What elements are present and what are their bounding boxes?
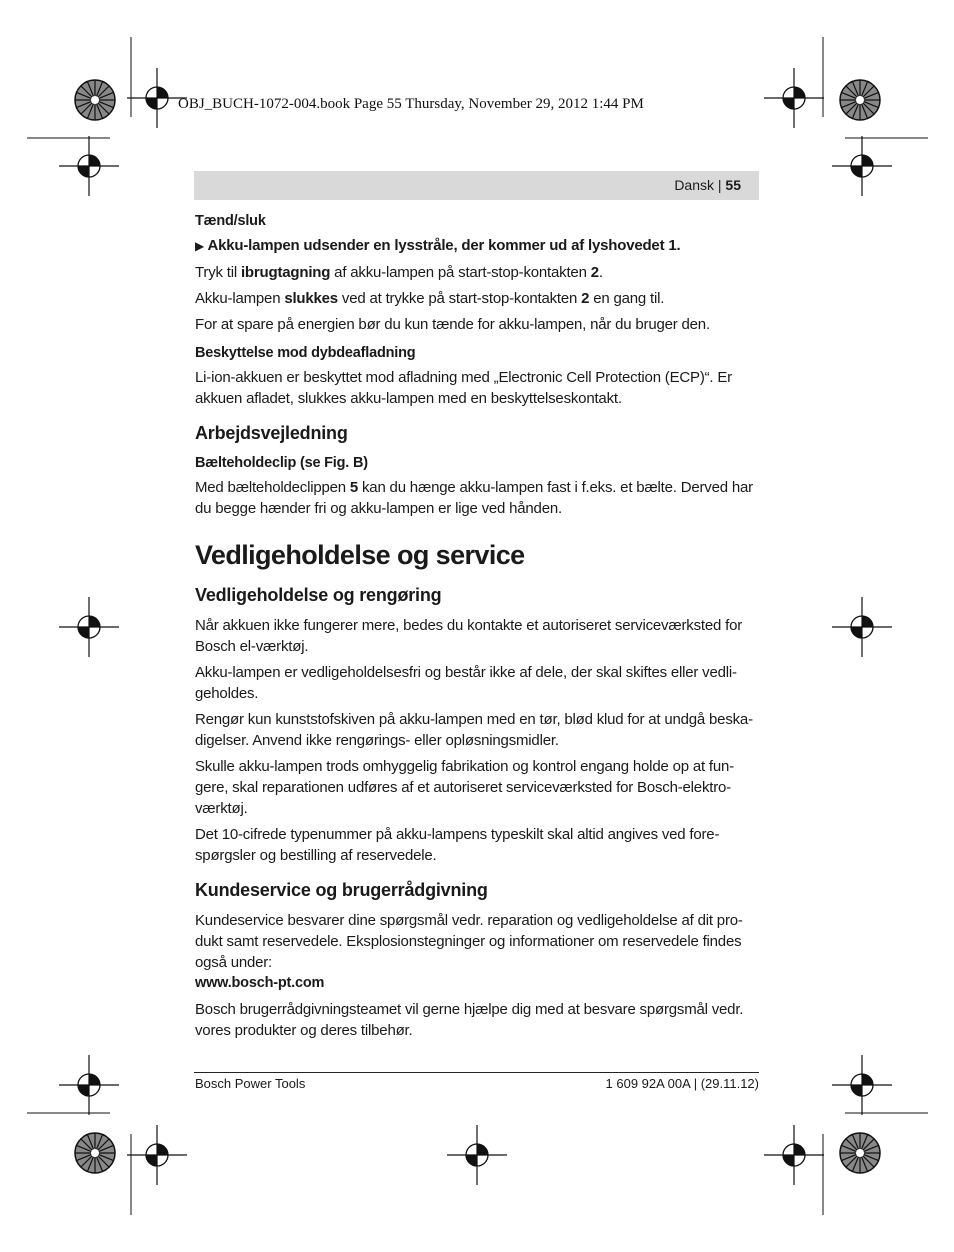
footer-doc-number: 1 609 92A 00A | (29.11.12) <box>605 1076 759 1091</box>
paragraph-ecp: Li-ion-akkuen er beskyttet mod afladning med „Electronic Cell Protection (ECP)“. Er akkuen afladet, slukkes akku-lampen med en beskyttelseskontakt. <box>195 369 732 407</box>
paragraph-baelteholdeclip: Med bælteholdeclippen 5 kan du hænge akku-lampen fast i f.eks. et bælte. Derved har du begge hænder fri og akku-lampen er lige ved hånden. <box>195 479 753 517</box>
page-content <box>195 211 759 1046</box>
heading-vedligeholdelse-rengoring: Vedligeholdelse og rengøring <box>195 585 442 605</box>
header-label: Dansk | 55 <box>674 177 741 193</box>
page-number: 55 <box>725 177 741 193</box>
print-slug: OBJ_BUCH-1072-004.book Page 55 Thursday, November 29, 2012 1:44 PM <box>178 96 644 112</box>
paragraph-spare-energi: For at spare på energien bør du kun tænde for akku-lampen, når du bruger den. <box>195 316 710 333</box>
paragraph-typenummer: Det 10-cifrede typenummer på akku-lampens typeskilt skal altid angives ved fore-spørgsler og bestilling af reservedele. <box>195 826 720 864</box>
paragraph-brugerraadgivning: Bosch brugerrådgivningsteamet vil gerne hjælpe dig med at besvare spørgsmål vedr. vores produkter og deres tilbehør. <box>195 1001 744 1039</box>
section-title-vedligeholdelse: Vedligeholdelse og service <box>195 540 525 570</box>
subheading-taend-sluk: Tænd/sluk <box>195 213 266 229</box>
paragraph-vedligeholdelsesfri: Akku-lampen er vedligeholdelsesfri og består ikke af dele, der skal skiftes eller vedli-geholdes. <box>195 664 737 702</box>
heading-kundeservice: Kundeservice og brugerrådgivning <box>195 880 488 900</box>
footer-brand: Bosch Power Tools <box>195 1076 306 1091</box>
bullet-text: Akku-lampen udsender en lysstråle, der kommer ud af lyshovedet 1. <box>207 237 681 254</box>
subheading-baelteholdeclip: Bælteholdeclip (se Fig. B) <box>195 455 368 471</box>
header-language: Dansk <box>674 177 714 193</box>
footer-divider <box>194 1072 759 1073</box>
bullet-item <box>195 235 759 257</box>
website-link[interactable]: www.bosch-pt.com <box>195 975 325 991</box>
paragraph-rengor: Rengør kun kunststofskiven på akku-lampen med en tør, blød klud for at undgå beska-digelser. Anvend ikke rengørings- eller opløsningsmidler. <box>195 711 753 749</box>
paragraph-slukkes: Akku-lampen slukkes ved at trykke på start-stop-kontakten 2 en gang til. <box>195 290 665 307</box>
paragraph-kundeservice: Kundeservice besvarer dine spørgsmål vedr. reparation og vedligeholdelse af dit pro-dukt samt reservedele. Eksplosionstegninger og informationer om reservedele findes også under: <box>195 912 743 971</box>
bullet-marker-icon: ▶ <box>195 239 205 253</box>
page-header <box>194 171 759 200</box>
paragraph-reparation: Skulle akku-lampen trods omhyggelig fabrikation og kontrol engang holde op at fun-gere, skal reparationen udføres af et autoriseret serviceværksted for Bosch-elektro-værktøj. <box>195 758 734 817</box>
paragraph-ibrugtagning: Tryk til ibrugtagning af akku-lampen på start-stop-kontakten 2. <box>195 264 603 281</box>
subheading-beskyttelse: Beskyttelse mod dybdeafladning <box>195 345 416 361</box>
paragraph-akku-fungerer: Når akkuen ikke fungerer mere, bedes du kontakte et autoriseret serviceværksted for Bosch el-værktøj. <box>195 617 743 655</box>
heading-arbejdsvejledning: Arbejdsvejledning <box>195 423 348 443</box>
